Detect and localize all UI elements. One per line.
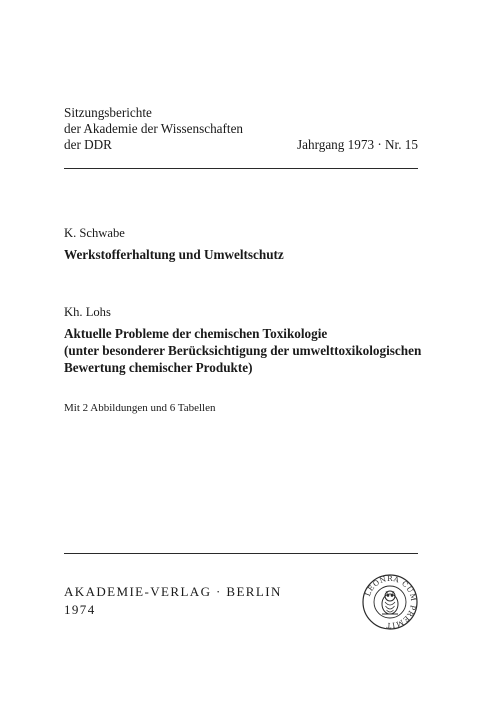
series-line-1: Sitzungsberichte — [64, 105, 152, 120]
publisher-block — [64, 583, 282, 619]
publisher-seal-icon — [362, 574, 418, 630]
series-block — [64, 105, 418, 153]
illustrations-note: Mit 2 Abbildungen und 6 Tabellen — [64, 402, 216, 414]
title-2 — [64, 325, 421, 376]
seal-legend: LEONRA CUM PREMIT — [362, 574, 418, 630]
author-2: Kh. Lohs — [64, 305, 111, 319]
bottom-divider — [64, 553, 418, 554]
series-row-3 — [64, 137, 418, 153]
publication-year: 1974 — [64, 602, 96, 617]
title-2-line-1: Aktuelle Probleme der chemischen Toxikologie — [64, 326, 328, 341]
title-1: Werkstofferhaltung und Umweltschutz — [64, 247, 284, 262]
series-line-3: der DDR — [64, 137, 112, 152]
series-volume: Jahrgang 1973 · Nr. 15 — [297, 137, 418, 152]
top-divider — [64, 168, 418, 169]
publisher-name: AKADEMIE-VERLAG · BERLIN — [64, 584, 282, 599]
title-2-line-3: Bewertung chemischer Produkte) — [64, 360, 253, 375]
title-2-line-2: (unter besonderer Berücksichtigung der umwelttoxikologischen — [64, 343, 422, 358]
author-1: K. Schwabe — [64, 226, 125, 240]
series-line-2: der Akademie der Wissenschaften — [64, 121, 244, 136]
